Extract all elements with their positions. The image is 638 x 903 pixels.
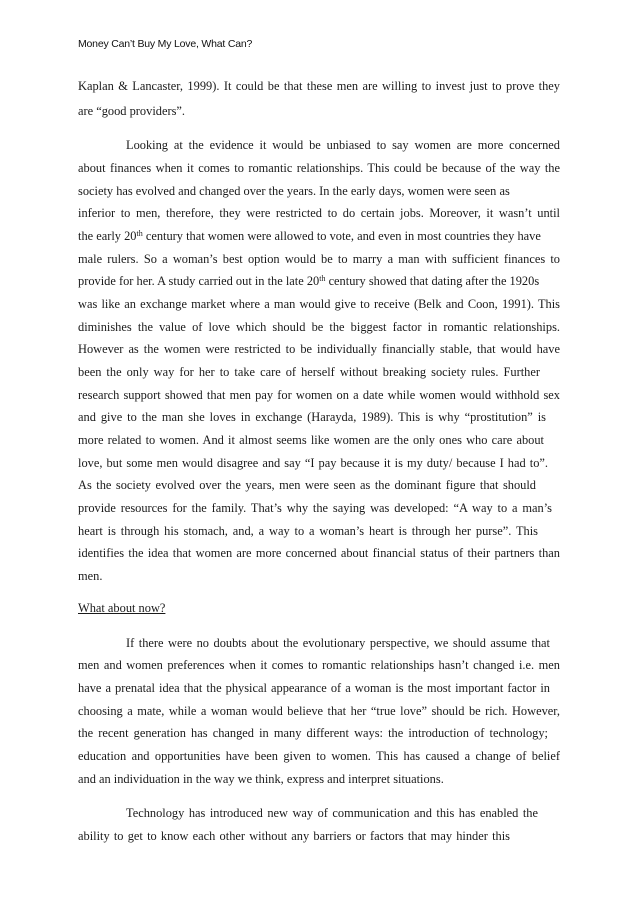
- text-fragment: the early 20: [78, 229, 137, 243]
- text-line: men.: [78, 569, 103, 583]
- text-line: been the only way for her to take care of herself without breaking society rules. Further: [78, 365, 540, 379]
- text-fragment: century showed that dating after the 1920s: [328, 274, 540, 288]
- text-line: As the society evolved over the years, men were seen as the dominant figure that should: [78, 478, 536, 492]
- text-line: diminishes the value of love which should be the biggest factor in romantic relationships.: [78, 320, 560, 334]
- text-line: the recent generation has changed in many different ways: the introduction of technology;: [78, 726, 548, 740]
- text-line: are “good providers”.: [78, 104, 185, 118]
- text-line: [78, 229, 541, 243]
- text-line: society has evolved and changed over the years. In the early days, women were seen as: [78, 184, 510, 198]
- text-line: ability to get to know each other without any barriers or factors that may hinder this: [78, 829, 510, 843]
- text-line: Looking at the evidence it would be unbiased to say women are more concerned: [126, 138, 560, 152]
- text-line: inferior to men, therefore, they were restricted to do certain jobs. Moreover, it wasn’t until: [78, 206, 560, 220]
- text-line: men and women preferences when it comes to romantic relationships hasn’t changed i.e. men: [78, 658, 560, 672]
- text-line: provide resources for the family. That’s why the saying was developed: “A way to a man’s: [78, 501, 552, 515]
- text-line: Technology has introduced new way of communication and this has enabled the: [126, 806, 538, 820]
- text-line: If there were no doubts about the evolutionary perspective, we should assume that: [126, 636, 550, 650]
- text-line: identifies the idea that women are more concerned about financial status of their partners than: [78, 546, 560, 560]
- text-line: more related to women. And it almost seems like women are the only ones who care about: [78, 433, 544, 447]
- section-heading: What about now?: [78, 601, 166, 615]
- text-line: heart is through his stomach, and, a way to a woman’s heart is through her purse”. This: [78, 524, 538, 538]
- text-fragment: century that women were allowed to vote, and even in most countries they have: [145, 229, 541, 243]
- text-line: Kaplan & Lancaster, 1999). It could be that these men are willing to invest just to prove they: [78, 79, 560, 93]
- superscript: th: [319, 274, 326, 283]
- text-line: was like an exchange market where a man would give to receive (Belk and Coon, 1991). This: [78, 297, 560, 311]
- text-line: and give to the man she loves in exchange (Harayda, 1989). This is why “prostitution” is: [78, 410, 546, 424]
- text-line: education and opportunities have been given to women. This has caused a change of belief: [78, 749, 560, 763]
- text-line: choosing a mate, while a woman would believe that her “true love” should be rich. However,: [78, 704, 560, 718]
- text-fragment: provide for her. A study carried out in the late 20: [78, 274, 320, 288]
- text-line: about finances when it comes to romantic relationships. This could be because of the way the: [78, 161, 560, 175]
- text-line: However as the women were restricted to be individually financially stable, that would have: [78, 342, 560, 356]
- text-line: [78, 274, 539, 288]
- text-line: love, but some men would disagree and say “I pay because it is my duty/ because I had to”.: [78, 456, 548, 470]
- text-line: male rulers. So a woman’s best option would be to marry a man with sufficient finances to: [78, 252, 560, 266]
- text-line: and an individuation in the way we think, express and interpret situations.: [78, 772, 444, 786]
- running-header: Money Can’t Buy My Love, What Can?: [78, 38, 253, 50]
- text-line: have a prenatal idea that the physical appearance of a woman is the most important factor in: [78, 681, 550, 695]
- superscript: th: [136, 229, 143, 238]
- text-line: research support showed that men pay for women on a date while women would withhold sex: [78, 388, 560, 402]
